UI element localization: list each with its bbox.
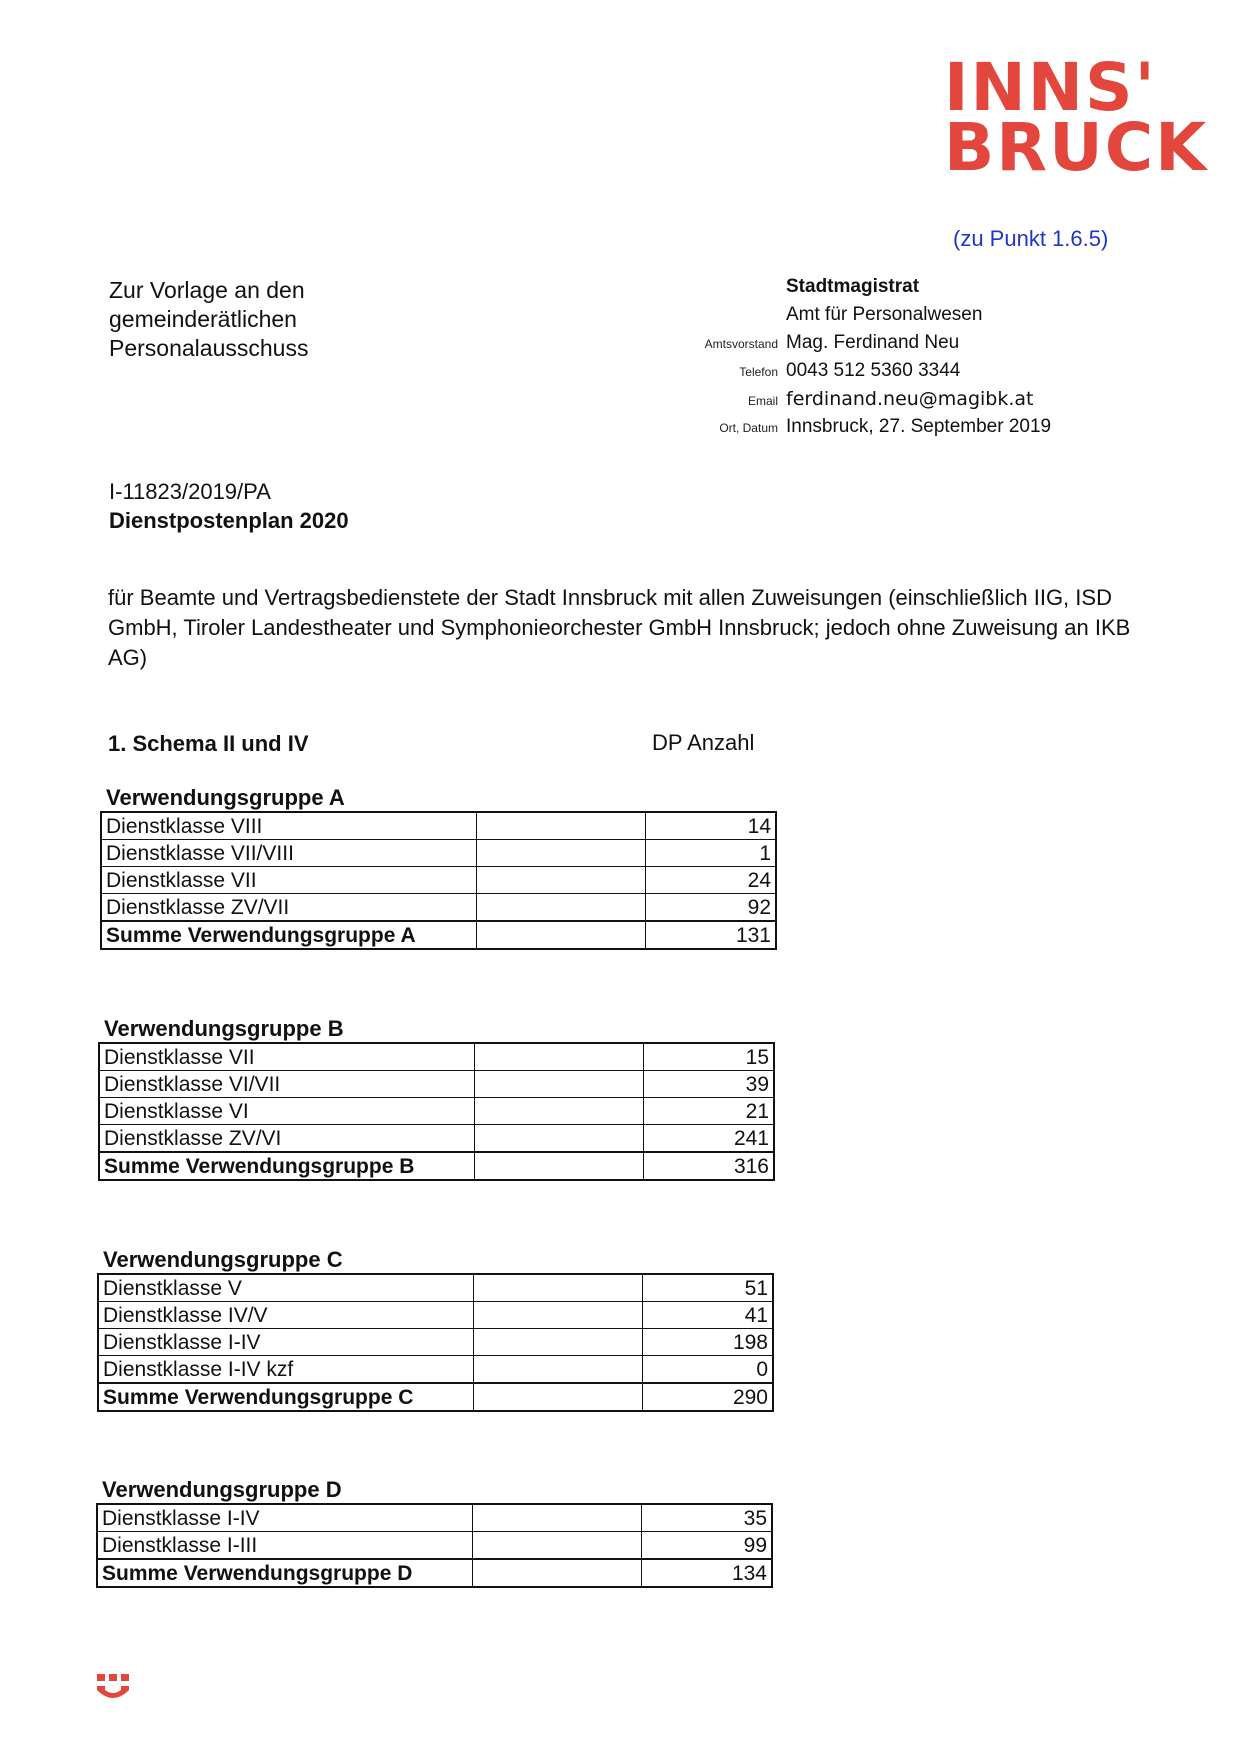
row-value: 198 xyxy=(643,1329,774,1356)
row-value: 41 xyxy=(643,1302,774,1329)
row-value: 0 xyxy=(643,1356,774,1384)
table-row xyxy=(99,1125,774,1153)
document-intro: für Beamte und Vertragsbedienstete der Stadt Innsbruck mit allen Zuweisungen (einschließlich IIG, ISD GmbH, Tiroler Landestheater und Symphonieorchester GmbH Innsbruck; jedoch ohne Zuweisung an IKB AG) xyxy=(108,585,1131,670)
sum-row xyxy=(98,1383,773,1411)
info-value: Mag. Ferdinand Neu xyxy=(786,332,960,353)
row-label: Dienstklasse ZV/VII xyxy=(101,894,477,922)
info-value: 0043 512 5360 3344 xyxy=(786,360,961,381)
office-phone-row xyxy=(600,360,1160,388)
table-row xyxy=(99,1043,774,1071)
row-value: 51 xyxy=(643,1274,774,1302)
city-emblem-icon xyxy=(96,1672,130,1707)
row-value: 14 xyxy=(646,812,777,840)
info-label: Email xyxy=(747,394,778,408)
info-label: Telefon xyxy=(739,365,778,379)
office-department: Amt für Personalwesen xyxy=(786,304,983,325)
sum-label: Summe Verwendungsgruppe A xyxy=(101,921,477,949)
row-label: Dienstklasse VI xyxy=(99,1098,475,1125)
office-name: Stadtmagistrat xyxy=(786,276,920,297)
row-label: Dienstklasse IV/V xyxy=(98,1302,474,1329)
table-row xyxy=(99,1098,774,1125)
sum-row xyxy=(97,1559,772,1587)
row-label: Dienstklasse I-IV kzf xyxy=(98,1356,474,1384)
office-email-row xyxy=(600,388,1160,416)
email-link[interactable]: ferdinand.neu@magibk.at xyxy=(786,388,1034,410)
row-label: Dienstklasse VII xyxy=(99,1043,475,1071)
sum-label: Summe Verwendungsgruppe C xyxy=(98,1383,474,1411)
row-value: 15 xyxy=(644,1043,775,1071)
column-label: DP Anzahl xyxy=(652,730,755,755)
group-title: Verwendungsgruppe B xyxy=(104,1016,344,1041)
row-value: 35 xyxy=(642,1504,773,1532)
info-value: Innsbruck, 27. September 2019 xyxy=(786,416,1052,437)
table-row xyxy=(98,1329,773,1356)
addressee-line: gemeinderätlichen xyxy=(109,306,297,332)
row-label: Dienstklasse I-III xyxy=(97,1532,473,1560)
row-value: 241 xyxy=(644,1125,775,1153)
info-label: Ort, Datum xyxy=(719,421,778,435)
sum-value: 316 xyxy=(644,1152,775,1180)
row-label: Dienstklasse VI/VII xyxy=(99,1071,475,1098)
office-name-row xyxy=(600,276,1160,304)
row-value: 92 xyxy=(646,894,777,922)
sum-value: 131 xyxy=(646,921,777,949)
table-row xyxy=(101,867,776,894)
row-value: 21 xyxy=(644,1098,775,1125)
table-row xyxy=(98,1274,773,1302)
office-date-row xyxy=(600,416,1160,444)
group-table-d xyxy=(96,1503,773,1588)
row-label: Dienstklasse VII/VIII xyxy=(101,840,477,867)
group-table-c xyxy=(97,1273,774,1412)
table-row xyxy=(101,840,776,867)
row-label: Dienstklasse VIII xyxy=(101,812,477,840)
row-value: 39 xyxy=(644,1071,775,1098)
innsbruck-logo xyxy=(944,49,1209,186)
section-title: 1. Schema II und IV xyxy=(108,731,309,756)
row-label: Dienstklasse I-IV xyxy=(98,1329,474,1356)
info-label: Amtsvorstand xyxy=(704,337,778,351)
group-title: Verwendungsgruppe D xyxy=(102,1477,342,1502)
table-row xyxy=(101,812,776,840)
group-table-b xyxy=(98,1042,775,1181)
sum-value: 290 xyxy=(643,1383,774,1411)
sum-value: 134 xyxy=(642,1559,773,1587)
row-value: 99 xyxy=(642,1532,773,1560)
sum-label: Summe Verwendungsgruppe D xyxy=(97,1559,473,1587)
addressee-block xyxy=(109,276,308,363)
logo-line-1: INNS' xyxy=(944,49,1157,126)
office-head-row xyxy=(600,332,1160,360)
group-table-a xyxy=(100,811,777,950)
row-label: Dienstklasse I-IV xyxy=(97,1504,473,1532)
document-title: Dienstpostenplan 2020 xyxy=(109,508,349,533)
logo-line-2: BRUCK xyxy=(944,109,1209,186)
addressee-line: Personalausschuss xyxy=(109,335,309,361)
table-row xyxy=(101,894,776,922)
table-row xyxy=(98,1356,773,1384)
table-row xyxy=(97,1532,772,1560)
table-row xyxy=(97,1504,772,1532)
row-label: Dienstklasse ZV/VI xyxy=(99,1125,475,1153)
sum-label: Summe Verwendungsgruppe B xyxy=(99,1152,475,1180)
document-number: I-11823/2019/PA xyxy=(109,479,271,504)
group-title: Verwendungsgruppe A xyxy=(106,785,345,810)
group-title: Verwendungsgruppe C xyxy=(103,1247,343,1272)
sum-row xyxy=(99,1152,774,1180)
addressee-line: Zur Vorlage an den xyxy=(109,277,305,303)
row-label: Dienstklasse V xyxy=(98,1274,474,1302)
row-label: Dienstklasse VII xyxy=(101,867,477,894)
agenda-reference: (zu Punkt 1.6.5) xyxy=(953,226,1109,251)
row-value: 1 xyxy=(646,840,777,867)
table-row xyxy=(99,1071,774,1098)
sum-row xyxy=(101,921,776,949)
office-info xyxy=(600,276,1160,444)
office-department-row xyxy=(600,304,1160,332)
row-value: 24 xyxy=(646,867,777,894)
table-row xyxy=(98,1302,773,1329)
